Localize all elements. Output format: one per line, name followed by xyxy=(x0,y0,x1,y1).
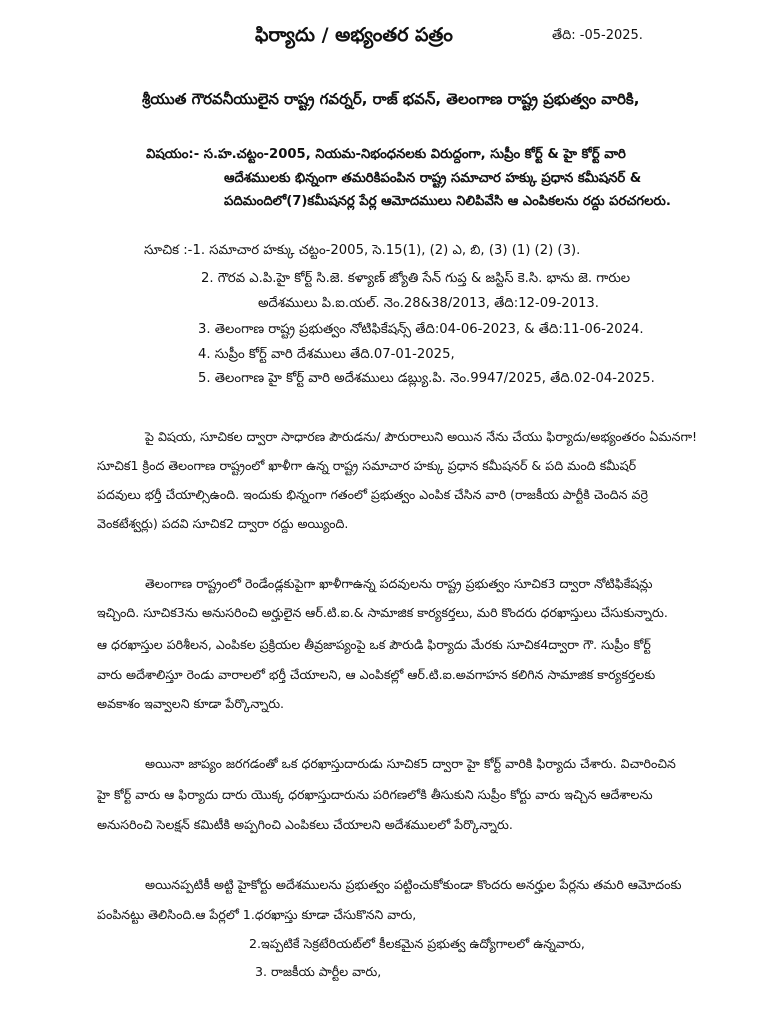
paragraph-line: అయినప్పటికీ అట్టి హైకోర్టు అదేశములను ప్రభుత్వం పట్టించుకోకుండా కొందరు అనర్హుల పేర్లను తమరి ఆమోదంకు xyxy=(145,877,682,892)
reference-line: 3. తెలంగాణ రాష్ట్ర ప్రభుత్వం నోటిఫికేషన్స్ తేది:04-06-2023, & తేది:11-06-2024. xyxy=(198,322,644,337)
paragraph-line: సూచిక1 క్రింద తెలంగాణ రాష్ట్రంలో ఖాళీగా ఉన్న రాష్ట్ర సమాచార హక్కు ప్రధాన కమీషనర్ & పది మంది కమీషర్ xyxy=(97,458,637,473)
paragraph-line: పై విషయ, సూచికల ద్వారా సాధారణ పౌరుడను/ పౌరురాలుని అయిన నేను చేయు ఫిర్యాదు/అభ్యంతరం ఏమనగా! xyxy=(145,429,698,444)
reference-line: 2. గౌరవ ఎ.పి.హై కోర్ట్ సి.జె. కళ్యాణ్ జ్యోతి సేన్ గుప్త & జస్టిస్ కె.సి. భాను జె. గారుల xyxy=(201,271,631,286)
addressee-line: శ్రీయుత గౌరవనీయులైన రాష్ట్ర గవర్నర్, రాజ్ భవన్, తెలంగాణ రాష్ట్ర ప్రభుత్వం వారికి, xyxy=(142,90,640,108)
paragraph-line: హై కోర్ట్ వారు ఆ ఫిర్యాదు దారు యొక్క ధరఖాస్తుదారును పరిగణలోకి తీసుకుని సుప్రీం కోర్టు వారు ఇచ్చిన ఆదేశాలను xyxy=(97,787,653,802)
paragraph-line: ఆ ధరఖాస్తుల పరిశీలన, ఎంపికల ప్రక్రియల తీవ్రజాప్యంపై ఒక పౌరుడి ఫిర్యాదు మేరకు సూచిక4ద్వారా గౌ. సుప్రీం కోర్ట్ xyxy=(97,637,651,652)
subject-line: ఆదేశములకు భిన్నంగా తమరికిపంపిన రాష్ట్ర సమాచార హక్కు ప్రధాన కమీషనర్ & xyxy=(224,171,642,186)
paragraph-line: 3. రాజకీయ పార్టీల వారు, xyxy=(255,964,382,979)
subject-line: విషయం:- స.హ.చట్టం-2005, నియమ-నిభంధనలకు విరుద్దంగా, సుప్రీం కోర్ట్ & హై కోర్ట్ వారి xyxy=(146,147,626,162)
paragraph-line: అవకాశం ఇవ్వాలని కూడా పేర్కొన్నారు. xyxy=(97,696,285,711)
reference-line: సూచిక :-1. సమాచార హక్కు చట్టం-2005, సె.15(1), (2) ఎ, బి, (3) (1) (2) (3). xyxy=(144,243,581,258)
reference-line: 5. తెలంగాణ హై కోర్ట్ వారి అదేశములు డబ్ల్యు.పి. నెం.9947/2025, తేది.02-04-2025. xyxy=(198,371,655,386)
subject-line: పదిమందిలో(7)కమీషనర్ల పేర్ల ఆమోదములు నిలిపివేసి ఆ ఎంపికలను రద్దు పరచగలరు. xyxy=(224,194,671,209)
paragraph-line: ఇచ్చింది. సూచిక3ను అనుసరించి అర్హులైన ఆర్.టి.ఐ.& సామాజిక కార్యకర్తలు, మరి కొందరు ధరఖాస్తులు చేసుకున్నారు. xyxy=(97,605,668,620)
paragraph-line: వెంకటేశ్వర్లు) పదవి సూచిక2 ద్వారా రద్దు అయ్యింది. xyxy=(97,516,349,531)
paragraph-line: 2.ఇప్పటికే సెక్రటేరియట్‌లో కీలకమైన ప్రభుత్వ ఉద్యోగాలలో ఉన్నవారు, xyxy=(249,936,585,951)
reference-line: అదేశములు పి.ఐ.యల్. నెం.28&38/2013, తేది:12-09-2013. xyxy=(258,296,599,311)
paragraph-line: వారు అదేశాలిస్తూ రెండు వారాలలో భర్తీ చేయాలని, ఆ ఎంపికల్లో ఆర్.టి.ఐ.అవగాహన కలిగిన సామాజిక కార్యకర్తలకు xyxy=(97,667,656,682)
reference-line: 4. సుప్రీం కోర్ట్ వారి దేశములు తేది.07-01-2025, xyxy=(198,347,455,362)
paragraph-line: పంపినట్టు తెలిసింది.ఆ పేర్లలో 1.ధరఖాస్తు కూడా చేసుకొనని వారు, xyxy=(97,907,417,922)
paragraph-line: అనుసరించి సెలక్షన్ కమిటీకి అప్పగించి ఎంపికలు చేయాలని అదేశములలో పేర్కొన్నారు. xyxy=(97,817,513,832)
document-title: ఫిర్యాదు / అభ్యంతర పత్రం xyxy=(255,24,453,46)
paragraph-line: తెలంగాణ రాష్ట్రంలో రెండేండ్లకుపైగా ఖాళీగాఉన్న పదవులను రాష్ట్ర ప్రభుత్వం సూచిక3 ద్వారా నోటిఫికేషన్లు xyxy=(145,576,653,591)
paragraph-line: పదవులు భర్తీ చేయాల్సిఉంది. ఇందుకు భిన్నంగా గతంలో ప్రభుత్వం ఎంపిక చేసిన వారి (రాజకీయ పార్టీకి చెందిన వర్రె xyxy=(97,487,648,502)
document-date: తేది: -05-2025. xyxy=(552,28,643,43)
paragraph-line: అయినా జాప్యం జరగడంతో ఒక ధరఖాస్తుదారుడు సూచిక5 ద్వారా హై కోర్ట్ వారికి ఫిర్యాదు చేశారు. విచారించిన xyxy=(145,756,676,771)
